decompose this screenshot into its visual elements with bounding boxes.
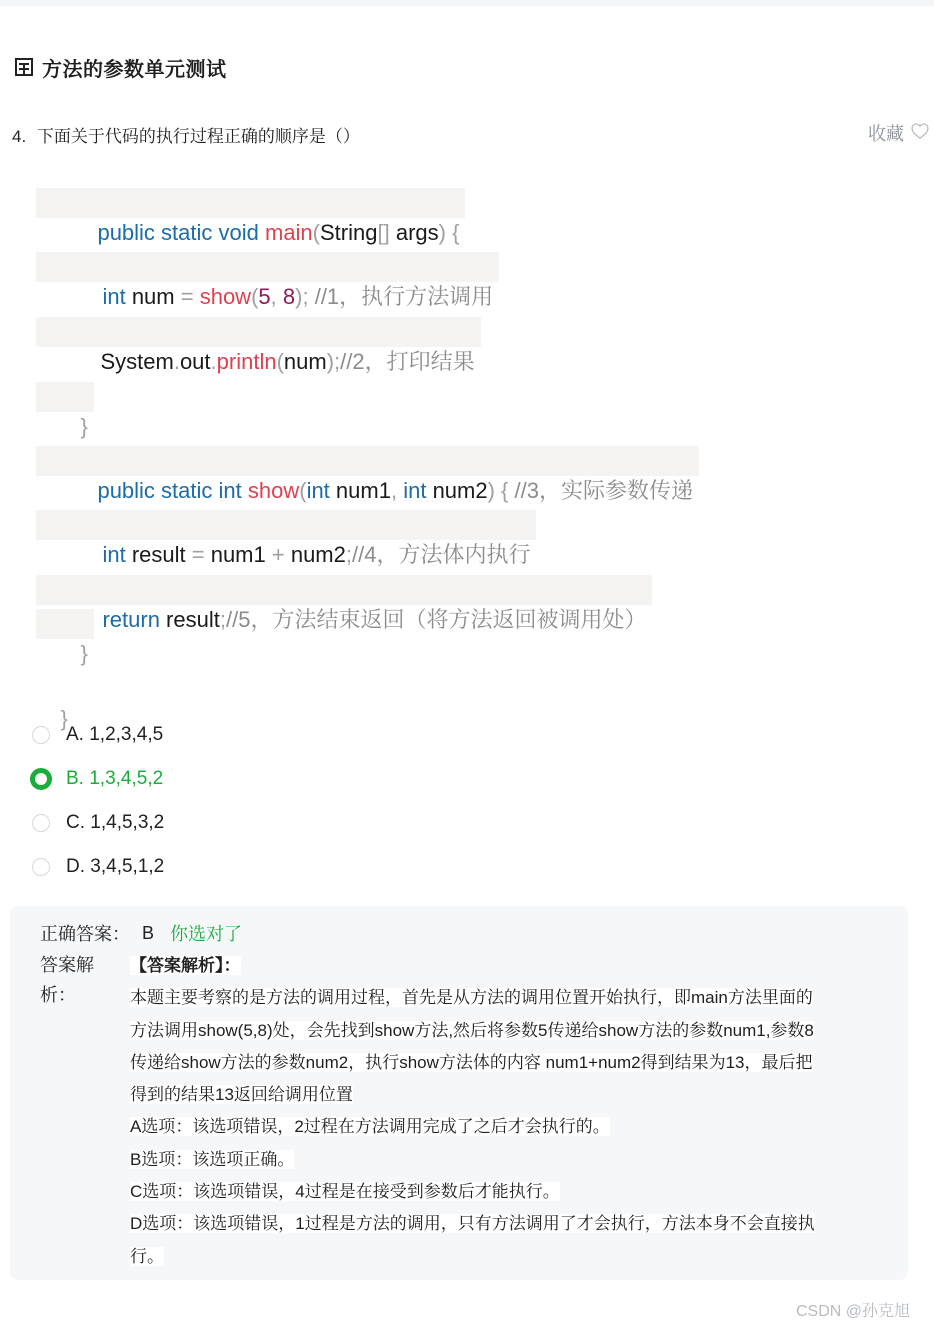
radio-unchecked-icon[interactable]: [32, 858, 50, 876]
favorite-label: 收藏: [868, 124, 904, 144]
radio-unchecked-icon[interactable]: [32, 814, 50, 832]
option-label: D. 3,4,5,1,2: [66, 856, 165, 877]
question-number: 4.: [12, 127, 27, 146]
heart-icon: [910, 121, 930, 146]
unit-header: [14, 52, 227, 82]
option-a[interactable]: [32, 720, 332, 750]
option-d[interactable]: [32, 852, 332, 882]
explanation-line: 方法调用show(5,8)处，会先找到show方法,然后将参数5传递给show方法的参数num1,参数8: [130, 1020, 814, 1040]
code-line-8: return result;//5，方法结束返回（将方法返回被调用处）: [36, 575, 652, 605]
code-line-9: }: [36, 609, 94, 639]
code-line-1: [36, 154, 240, 184]
code-line-6: public static int show(int num1, int num2) { //3，实际参数传递: [36, 446, 699, 476]
explanation-line: D选项：该选项错误，1过程是方法的调用，只有方法调用了才会执行，方法本身不会直接执: [130, 1214, 815, 1234]
favorite-button[interactable]: [868, 120, 930, 146]
option-label: C. 1,4,5,3,2: [66, 812, 165, 833]
explanation-line: B选项：该选项正确。: [130, 1149, 295, 1169]
code-line-2: public static void main(String[] args) {: [36, 188, 465, 218]
code-line-4: System.out.println(num);//2，打印结果: [36, 317, 481, 347]
code-line-3: int num = show(5, 8); //1，执行方法调用: [36, 252, 499, 282]
explanation-title: 【答案解析】：: [130, 956, 241, 975]
question-text: 下面关于代码的执行过程正确的顺序是（）: [36, 127, 360, 146]
answer-panel: [10, 906, 908, 1280]
question-header: [12, 122, 360, 147]
explanation-label: 答案解析：: [40, 955, 94, 1005]
correct-answer-label: 正确答案：: [40, 924, 130, 944]
unit-title: 方法的参数单元测试: [42, 58, 227, 81]
option-b[interactable]: [32, 764, 332, 794]
explanation-line: 传递给show方法的参数num2，执行show方法体的内容 num1+num2得到结果为13，最后把: [130, 1052, 813, 1072]
correct-answer-value: B: [142, 922, 155, 943]
code-line-5: }: [36, 382, 94, 412]
explanation-body: [130, 950, 890, 1273]
explanation-line: 本题主要考察的是方法的调用过程，首先是从方法的调用位置开始执行，即main方法里面的: [130, 988, 813, 1008]
explanation-line: 行。: [130, 1246, 164, 1266]
option-label: B. 1,3,4,5,2: [66, 768, 164, 789]
option-label: A. 1,2,3,4,5: [66, 724, 164, 745]
explanation-line: 得到的结果13返回给调用位置: [130, 1085, 353, 1105]
top-bar: [0, 0, 934, 6]
document-icon: [14, 57, 34, 77]
watermark: CSDN @孙克旭: [795, 1303, 910, 1320]
code-line-10: }: [60, 706, 68, 731]
radio-unchecked-icon[interactable]: [32, 726, 50, 744]
code-line-7: int result = num1 + num2;//4，方法体内执行: [36, 510, 536, 540]
explanation-line: C选项：该选项错误，4过程是在接受到参数后才能执行。: [130, 1182, 560, 1202]
correct-answer-row: [40, 920, 242, 946]
option-c[interactable]: [32, 808, 332, 838]
answer-status: 你选对了: [170, 924, 243, 944]
radio-checked-icon[interactable]: [30, 768, 52, 790]
explanation-line: A选项：该选项错误，2过程在方法调用完成了之后才会执行的。: [130, 1117, 610, 1137]
